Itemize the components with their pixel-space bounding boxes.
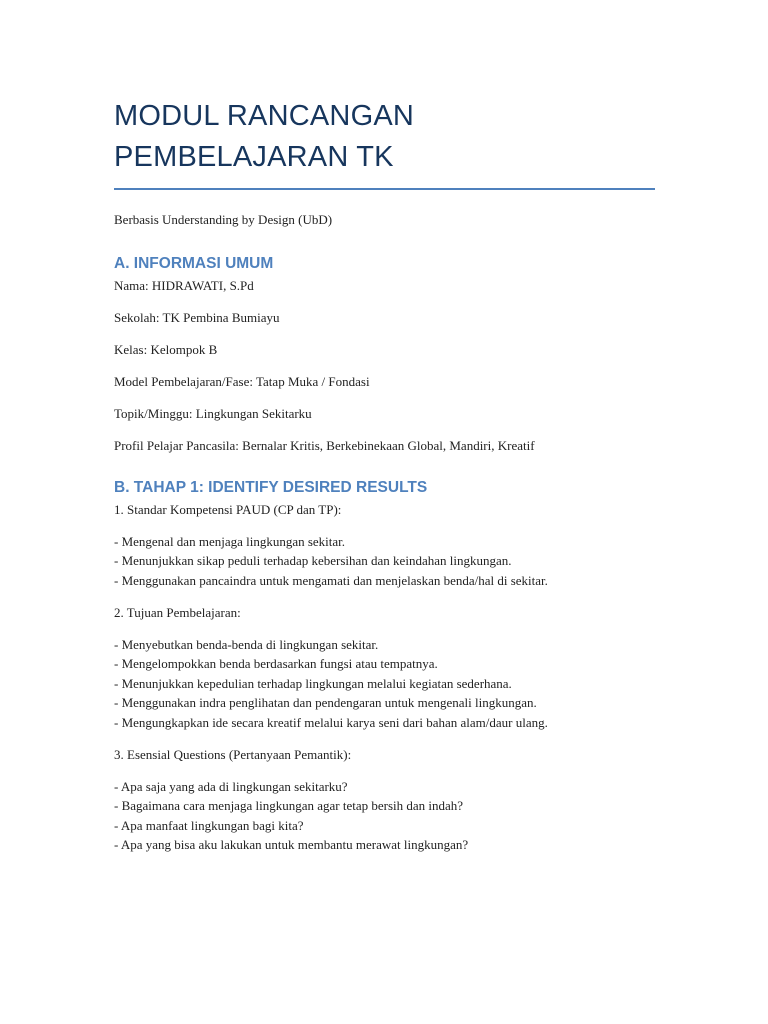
tujuan-pembelajaran-list xyxy=(114,635,655,733)
info-nama: Nama: HIDRAWATI, S.Pd xyxy=(114,278,254,293)
esensial-questions-list xyxy=(114,777,655,855)
info-profil-pelajar: Profil Pelajar Pancasila: Bernalar Kritis, Berkebinekaan Global, Mandiri, Kreatif xyxy=(114,438,535,453)
info-model-pembelajaran: Model Pembelajaran/Fase: Tatap Muka / Fondasi xyxy=(114,374,370,389)
info-topik: Topik/Minggu: Lingkungan Sekitarku xyxy=(114,406,312,421)
document-subtitle: Berbasis Understanding by Design (UbD) xyxy=(114,212,333,227)
standar-kompetensi-heading: 1. Standar Kompetensi PAUD (CP dan TP): xyxy=(114,501,342,517)
document-title: MODUL RANCANGAN PEMBELAJARAN TK xyxy=(114,100,415,173)
document-content xyxy=(114,96,655,855)
info-kelas: Kelas: Kelompok B xyxy=(114,342,218,357)
section-b-heading: B. TAHAP 1: IDENTIFY DESIRED RESULTS xyxy=(114,478,428,496)
tujuan-pembelajaran-heading: 2. Tujuan Pembelajaran: xyxy=(114,604,241,620)
list-item: - Menunjukkan sikap peduli terhadap kebersihan dan keindahan lingkungan. xyxy=(114,553,512,568)
list-item: - Mengungkapkan ide secara kreatif melalui karya seni dari bahan alam/daur ulang. xyxy=(114,714,548,730)
info-sekolah: Sekolah: TK Pembina Bumiayu xyxy=(114,310,280,325)
list-item: - Mengelompokkan benda berdasarkan fungsi atau tempatnya. xyxy=(114,656,438,671)
esensial-questions-heading: 3. Esensial Questions (Pertanyaan Pemantik): xyxy=(114,746,352,762)
list-item: - Apa manfaat lingkungan bagi kita? xyxy=(114,817,304,833)
list-item: - Bagaimana cara menjaga lingkungan agar tetap bersih dan indah? xyxy=(114,798,464,813)
standar-kompetensi-list xyxy=(114,532,655,591)
list-item: - Menunjukkan kepedulian terhadap lingkungan melalui kegiatan sederhana. xyxy=(114,675,512,691)
title-underline xyxy=(114,188,655,190)
section-a-heading: A. INFORMASI UMUM xyxy=(114,255,274,272)
list-item: - Apa yang bisa aku lakukan untuk membantu merawat lingkungan? xyxy=(114,837,469,852)
list-item: - Apa saja yang ada di lingkungan sekitarku? xyxy=(114,778,348,794)
list-item: - Menggunakan indra penglihatan dan pendengaran untuk mengenali lingkungan. xyxy=(114,695,537,710)
list-item: - Menggunakan pancaindra untuk mengamati dan menjelaskan benda/hal di sekitar. xyxy=(114,572,548,588)
list-item: - Mengenal dan menjaga lingkungan sekitar. xyxy=(114,533,346,549)
list-item: - Menyebutkan benda-benda di lingkungan sekitar. xyxy=(114,636,379,652)
